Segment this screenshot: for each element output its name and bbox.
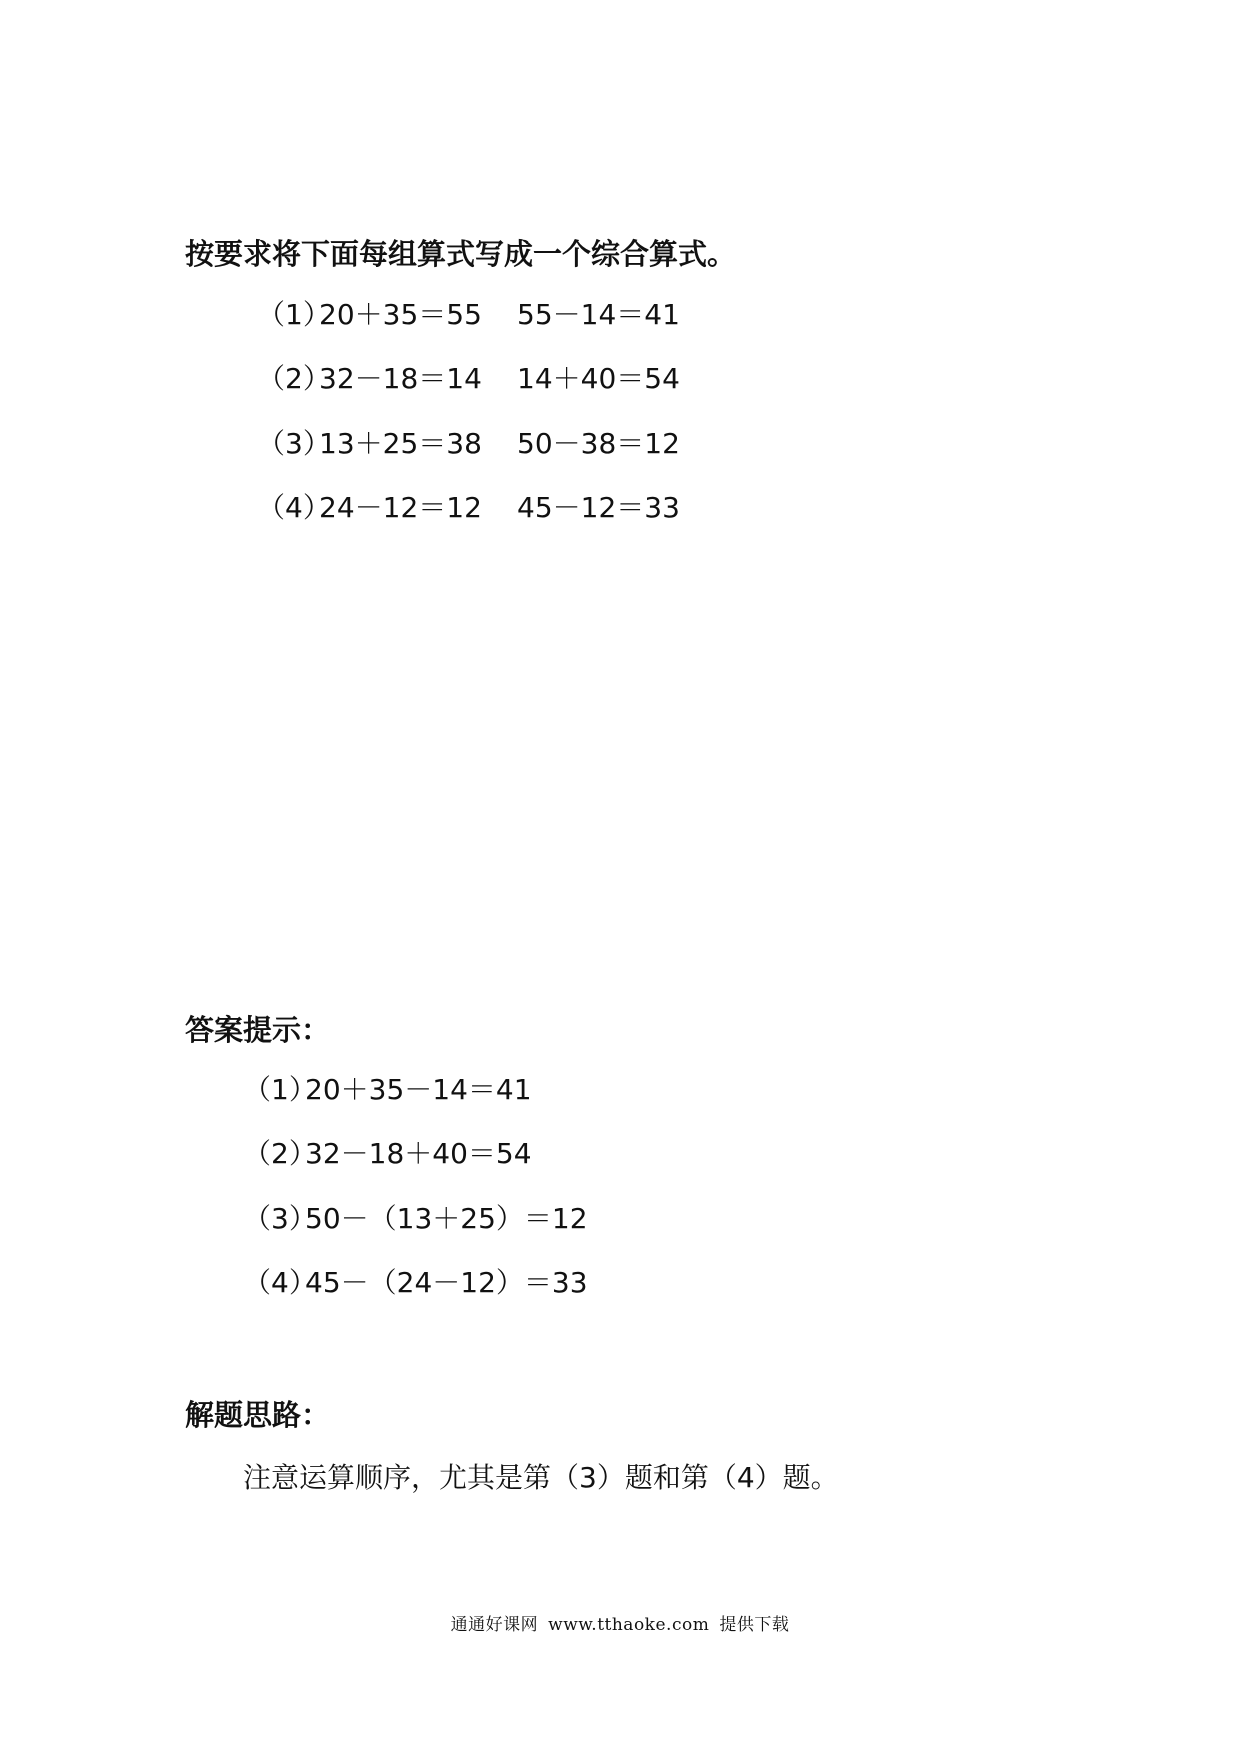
footer-suffix: 提供下载: [719, 1615, 790, 1635]
question-equation-second: 45－12＝33: [517, 491, 680, 524]
question-equation-second: 50－38＝12: [517, 427, 680, 460]
answer-item-2: [243, 1137, 532, 1171]
question-item-1: [257, 298, 680, 332]
question-item-2: [257, 362, 680, 396]
answer-item-number: （4）: [243, 1266, 317, 1299]
footer-url[interactable]: www.tthaoke.com: [548, 1615, 710, 1635]
answer-item-4: [243, 1266, 588, 1300]
answer-item-number: （1）: [243, 1073, 317, 1106]
answer-equation: 20＋35－14＝41: [305, 1073, 532, 1106]
question-item-number: （3）: [257, 427, 331, 460]
footer-site-name: 通通好课网: [450, 1615, 539, 1635]
question-item-number: （1）: [257, 298, 331, 331]
answer-equation: 50－（13＋25）＝12: [305, 1202, 588, 1235]
answer-item-3: [243, 1202, 588, 1236]
answer-equation: 32－18＋40＝54: [305, 1137, 532, 1170]
analysis-text: 注意运算顺序，尤其是第（3）题和第（4）题。: [243, 1461, 839, 1494]
answer-item-number: （2）: [243, 1137, 317, 1170]
question-title: 按要求将下面每组算式写成一个综合算式。: [185, 237, 737, 271]
question-equation-first: 20＋35＝55: [319, 298, 482, 331]
question-item-number: （2）: [257, 362, 331, 395]
question-equation-second: 55－14＝41: [517, 298, 680, 331]
analysis-title: 解题思路：: [185, 1398, 331, 1432]
answer-item-1: [243, 1073, 532, 1107]
answer-title: 答案提示：: [185, 1013, 331, 1047]
answer-equation: 45－（24－12）＝33: [305, 1266, 588, 1299]
question-item-3: [257, 427, 680, 461]
question-item-4: [257, 491, 680, 525]
page-footer: [0, 1610, 1240, 1635]
question-equation-first: 32－18＝14: [319, 362, 482, 395]
question-item-number: （4）: [257, 491, 331, 524]
answer-item-number: （3）: [243, 1202, 317, 1235]
question-equation-second: 14＋40＝54: [517, 362, 680, 395]
question-equation-first: 24－12＝12: [319, 491, 482, 524]
question-equation-first: 13＋25＝38: [319, 427, 482, 460]
